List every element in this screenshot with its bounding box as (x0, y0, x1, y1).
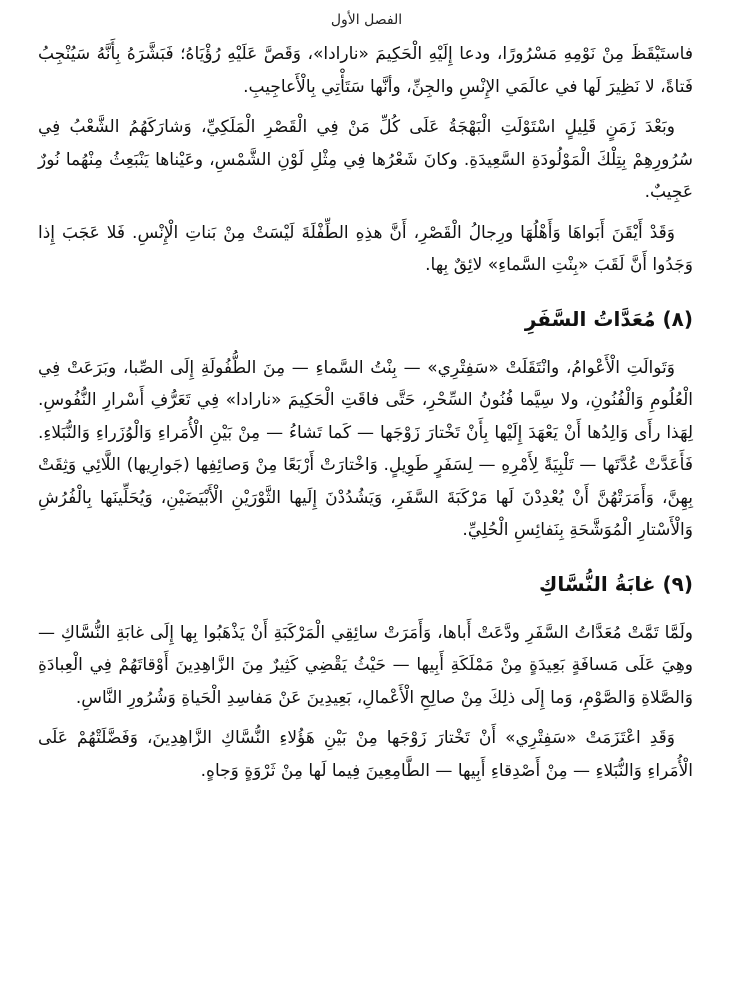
paragraph: فاستَيْقَظَ مِنْ نَوْمِهِ مَسْرُورًا، ودعا إِلَيْهِ الْحَكِيمَ «نارادا»، وَقَصَّ عَلَيْهِ رُؤْيَاهُ؛ فَبَشَّرَهُ بِأَنَّهُ سَيُنْجِبُ فَتاةً، لا نَظِيرَ لَها في عالَمَي الإِنْسِ والجِنِّ، وأنَّها سَتَأْتِي بِالْأَعاجِيبِ. (38, 44, 693, 97)
paragraph: وَقَدِ اعْتَزَمَتْ «سَفِتْرِي» أَنْ تَخْتارَ زَوْجَها مِنْ بَيْنِ هَؤُلاءِ النُّسَّاكِ الزَّاهِدِينَ، وَفَضَّلَتْهُمْ عَلَى الْأُمَراءِ وَالنُّبَلاءِ — مِنْ أَصْدِقاءِ أَبِيها — الطَّامِعِينَ فِيما لَها مِنْ ثَرْوَةٍ وَجاهٍ. (38, 728, 693, 781)
paragraph: وَقَدْ أَيْقَنَ أَبَواهَا وَأَهْلُهَا ورِجالُ الْقَصْرِ، أَنَّ هذِهِ الطِّفْلَةَ لَيْسَتْ مِنْ بَناتِ الْإِنْسِ. فَلا عَجَبَ إِذا وَجَدُوا أَنَّ لَقَبَ «بِنْتِ السَّماءِ» لائِقٌ بِها. (38, 222, 693, 275)
paragraph: وَتَوالَتِ الْأَعْوامُ، وانْتَقَلَتْ «سَفِتْرِي» — بِنْتُ السَّماءِ — مِنَ الطُّفُولَةِ إِلَى الصِّبا، وبَرَعَتْ فِي الْعُلُومِ وَالْفُنُونِ، ولا سِيَّما فُنُونُ السِّحْرِ، حَتَّى فاقَتِ الْحَكِيمَ «نارادا» فِي تَعَرُّفِ أَسْرارِ النُّفُوسِ. لِهَذا رأَى وَالِدُها أَنْ يَعْهَدَ إِلَيْها بِأَنْ تَخْتارَ زَوْجَها — كَما تَشاءُ — مِنْ بَيْنِ الْأُمَراءِ وَالْوُزَراءِ وَالنُّبَلاءِ. فَأَعَدَّتْ عُدَّتَها — تَلْبِيَةً لِأَمْرِهِ — لِسَفَرٍ طَوِيلٍ. وَاخْتارَتْ أَرْبَعًا مِنْ وَصائِفِها (جَوارِيها) اللَّائِي وَثِقَتْ بِهِنَّ، وَأَمَرَتْهُنَّ أَنْ يُعْدِدْنَ لَها مَرْكَبَةَ السَّفَرِ، وَيَشُدُدْنَ إِلَيها الثَّوْرَيْنِ الْأَبْيَضَيْنِ، وَيُحَلِّينَها بِالْفُرُشِ وَالْأَسْتارِ الْمُوَشَّحَةِ بِنَفائِسِ الْحُلِيِّ. (38, 357, 693, 540)
paragraph: ولَمَّا تَمَّتْ مُعَدَّاتُ السَّفَرِ ودَّعَتْ أَباها، وَأَمَرَتْ سائِقِي الْمَرْكَبَةِ أَنْ يَذْهَبُوا بِها إِلَى غابَةِ النُّسَّاكِ — وهِيَ عَلَى مَسافَةٍ بَعِيدَةٍ مِنْ مَمْلَكَةِ أَبِيها — حَيْثُ يَقْضِي كَثِيرٌ مِنَ الزَّاهِدِينَ أَوْقاتَهُمْ فِي الْعِبادَةِ وَالصَّلاةِ وَالصَّوْمِ، وَما إِلَى ذلِكَ مِنْ صالِحِ الْأَعْمالِ، بَعِيدِينَ عَنْ مَفاسِدِ الْحَياةِ وَشُرُورِ النَّاسِ. (38, 622, 693, 708)
page-body (38, 38, 693, 795)
paragraph: وبَعْدَ زَمَنٍ قَلِيلٍ اسْتَوْلَتِ الْبَهْجَةُ عَلَى كُلِّ مَنْ فِي الْقَصْرِ الْمَلَكِيِّ، وَشارَكَهُمُ الشَّعْبُ فِي سُرُورِهِمْ بِتِلْكَ الْمَوْلُودَةِ السَّعِيدَةِ. وكانَ شَعْرُها فِي مِثْلِ لَوْنِ الشَّمْسِ، وعَيْناها يَنْبَعِثُ مِنْهُما نُورٌ عَجِيبٌ. (38, 117, 693, 202)
running-header: الفصل الأول (330, 12, 403, 28)
section-heading: (٨) مُعَدَّاتُ السَّفَرِ (524, 306, 693, 331)
section-heading: (٩) غابَةُ النُّسَّاكِ (539, 571, 693, 596)
